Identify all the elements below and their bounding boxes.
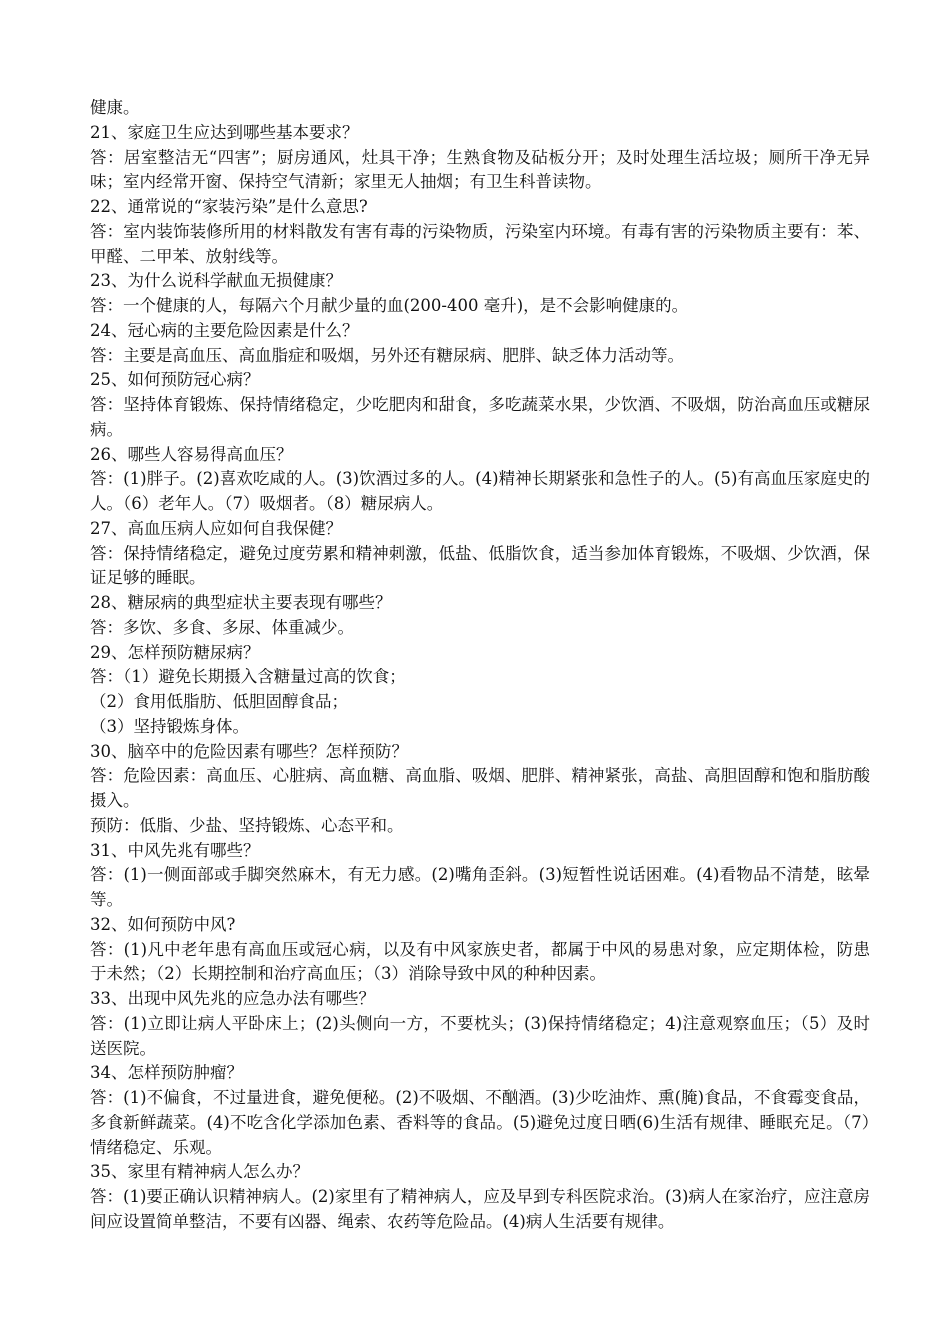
answer-25: 答：坚持体育锻炼、保持情绪稳定，少吃肥肉和甜食，多吃蔬菜水果，少饮酒、不吸烟，防治高血压或糖尿病。 <box>90 395 870 439</box>
question-29: 29、怎样预防糖尿病？ <box>90 642 260 662</box>
question-33: 33、出现中风先兆的应急办法有哪些？ <box>90 989 375 1008</box>
answer-29-item-2: （2）食用低脂肪、低胆固醇食品； <box>90 692 348 711</box>
answer-29-item-3: （3）坚持锻炼身体。 <box>90 716 249 736</box>
question-32: 32、如何预防中风? <box>90 914 236 934</box>
answer-27: 答：保持情绪稳定，避免过度劳累和精神刺激，低盐、低脂饮食，适当参加体育锻炼，不吸烟、少饮酒，保证足够的睡眠。 <box>90 543 870 588</box>
answer-23: 答：一个健康的人，每隔六个月献少量的血(200-400 毫升)，是不会影响健康的。 <box>90 296 689 315</box>
question-34: 34、怎样预防肿瘤？ <box>90 1063 243 1083</box>
answer-32: 答：(1)凡中老年患有高血压或冠心病，以及有中风家族史者，都属于中风的易患对象，应定期体检，防患于未然；（2）长期控制和治疗高血压；（3）消除导致中风的种种因素。 <box>90 939 870 984</box>
answer-22: 答：室内装饰装修所用的材料散发有害有毒的污染物质，污染室内环境。有毒有害的污染物质主要有：苯、甲醛、二甲苯、放射线等。 <box>90 221 870 266</box>
question-28: 28、糖尿病的典型症状主要表现有哪些？ <box>90 593 392 612</box>
question-31: 31、中风先兆有哪些？ <box>90 840 260 860</box>
answer-29-item-1: 答：（1）避免长期摄入含糖量过高的饮食； <box>90 667 406 687</box>
question-25: 25、如何预防冠心病？ <box>90 370 260 390</box>
answer-21: 答：居室整洁无“四害”；厨房通风，灶具干净；生熟食物及砧板分开；及时处理生活垃圾；厕所干净无异味；室内经常开窗、保持空气清新；家里无人抽烟；有卫生科普读物。 <box>90 147 870 192</box>
answer-28: 答：多饮、多食、多尿、体重减少。 <box>90 617 354 637</box>
answer-34: 答：(1)不偏食，不过量进食，避免便秘。(2)不吸烟、不酗酒。(3)少吃油炸、熏(腌)食品，不食霉变食品，多食新鲜蔬菜。(4)不吃含化学添加色素、香料等的食品。(5)避免过度日晒(6)生活有规律、睡眠充足。（7）情绪稳定、乐观。 <box>90 1088 870 1157</box>
question-21: 21、家庭卫生应达到哪些基本要求？ <box>90 122 359 142</box>
answer-35: 答：(1)要正确认识精神病人。(2)家里有了精神病人，应及早到专科医院求治。(3)病人在家治疗，应注意房间应设置简单整洁，不要有凶器、绳索、农药等危险品。(4)病人生活要有规律。 <box>90 1187 870 1231</box>
answer-33: 答：(1)立即让病人平卧床上；(2)头侧向一方，不要枕头；(3)保持情绪稳定；4)注意观察血压；（5）及时送医院。 <box>90 1013 870 1058</box>
answer-26: 答：(1)胖子。(2)喜欢吃咸的人。(3)饮酒过多的人。(4)精神长期紧张和急性子的人。(5)有高血压家庭史的人。（6）老年人。（7）吸烟者。（8）糖尿病人。 <box>90 469 870 513</box>
question-24: 24、冠心病的主要危险因素是什么？ <box>90 320 359 340</box>
answer-24: 答：主要是高血压、高血脂症和吸烟，另外还有糖尿病、肥胖、缺乏体力活动等。 <box>90 345 684 365</box>
answer-31: 答：(1)一侧面部或手脚突然麻木，有无力感。(2)嘴角歪斜。(3)短暂性说话困难。(4)看物品不清楚，眩晕等。 <box>90 865 870 909</box>
answer-30-risk-factors: 答：危险因素：高血压、心脏病、高血糖、高血脂、吸烟、肥胖、精神紧张，高盐、高胆固醇和饱和脂肪酸摄入。 <box>90 766 870 810</box>
answer-30-prevention: 预防：低脂、少盐、坚持锻炼、心态平和。 <box>90 815 404 835</box>
question-22: 22、通常说的“家装污染”是什么意思? <box>90 197 368 216</box>
question-23: 23、为什么说科学献血无损健康？ <box>90 271 342 291</box>
question-30: 30、脑卒中的危险因素有哪些？怎样预防？ <box>90 741 408 761</box>
answer-text: 健康。 <box>90 98 140 117</box>
document-page <box>90 96 870 1235</box>
question-27: 27、高血压病人应如何自我保健？ <box>90 518 342 538</box>
question-26: 26、哪些人容易得高血压？ <box>90 444 293 464</box>
question-35: 35、家里有精神病人怎么办？ <box>90 1162 309 1182</box>
